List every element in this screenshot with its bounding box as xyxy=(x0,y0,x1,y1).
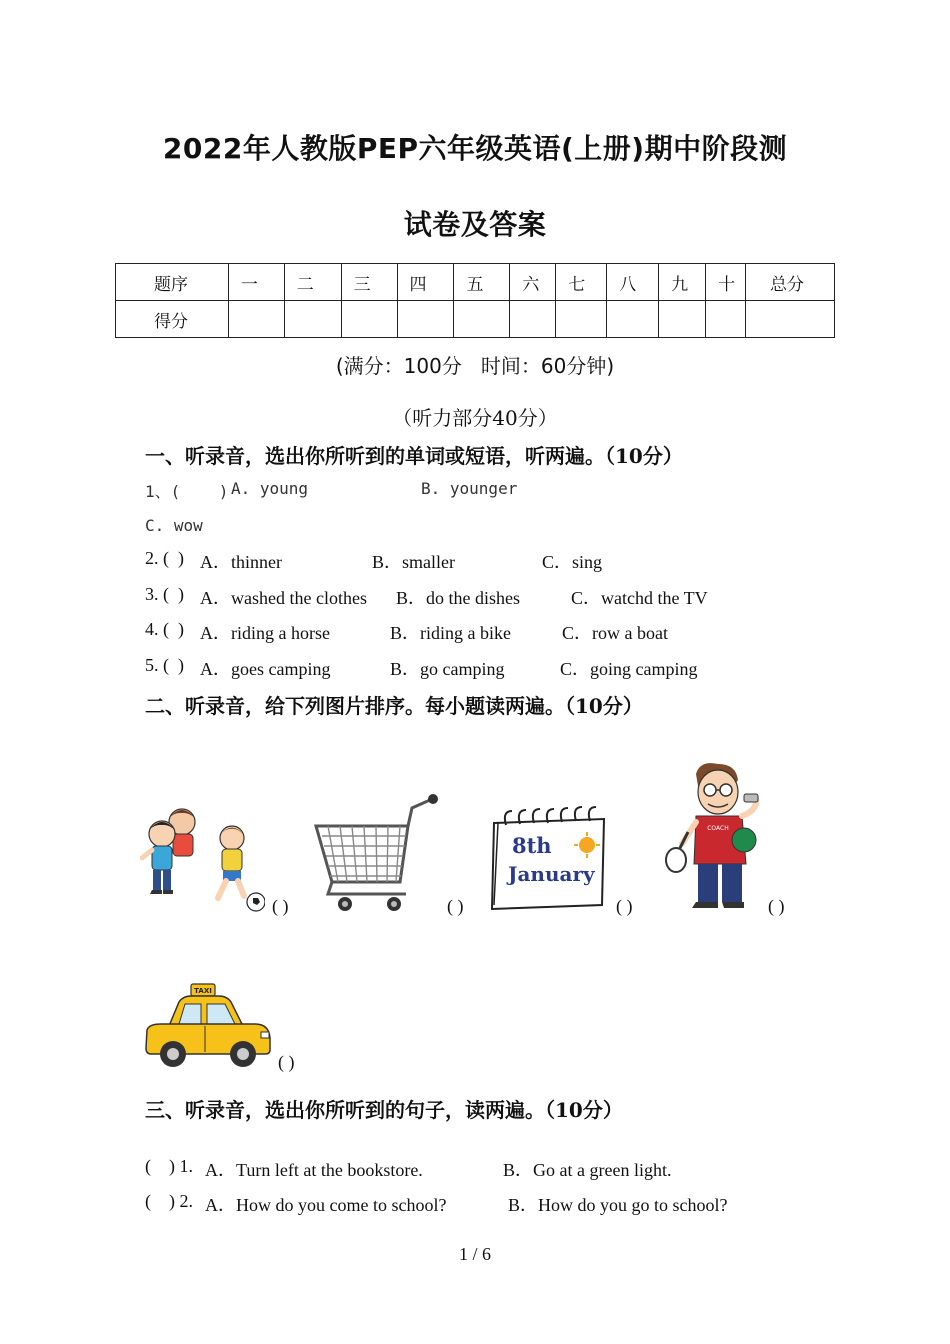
kids-playing-football-picture xyxy=(140,800,265,915)
q4-option-b[interactable]: B．riding a bike xyxy=(390,623,511,643)
q3-option-a[interactable]: A．washed the clothes xyxy=(200,588,367,608)
score-entry-cell[interactable] xyxy=(341,301,397,338)
taxi-picture xyxy=(143,982,273,1070)
table-cell: 二 xyxy=(284,264,341,301)
picture1-answer-blank[interactable]: ( ) xyxy=(272,896,289,916)
table-cell: 六 xyxy=(510,264,556,301)
score-entry-cell[interactable] xyxy=(228,301,284,338)
table-cell: 题序 xyxy=(116,264,229,301)
q1-option-b[interactable]: B. younger xyxy=(421,479,518,498)
s3-q2-option-a[interactable]: A．How do you come to school? xyxy=(205,1195,447,1215)
q2-option-b[interactable]: B．smaller xyxy=(372,552,455,572)
picture3-answer-blank[interactable]: ( ) xyxy=(616,896,633,916)
score-entry-cell[interactable] xyxy=(454,301,510,338)
q5-option-b[interactable]: B．go camping xyxy=(390,659,505,679)
q1-number: 1、( ) xyxy=(145,482,229,501)
picture2-answer-blank[interactable]: ( ) xyxy=(447,896,464,916)
shopping-cart-picture xyxy=(312,790,444,915)
q3-number: 3. ( ) xyxy=(145,584,184,604)
table-cell: 七 xyxy=(556,264,607,301)
table-cell: 一 xyxy=(228,264,284,301)
listening-section-header: （听力部分40分） xyxy=(392,406,558,430)
s3-q1-option-b[interactable]: B．Go at a green light. xyxy=(503,1160,672,1180)
s3-q1-number: ( ) 1. xyxy=(145,1156,193,1176)
calendar-day-text: 8th xyxy=(512,833,552,858)
calendar-picture xyxy=(488,805,610,913)
score-entry-cell[interactable] xyxy=(706,301,746,338)
q1-option-a[interactable]: A. young xyxy=(231,479,309,498)
q3-option-c[interactable]: C．watchd the TV xyxy=(571,588,708,608)
score-entry-cell[interactable] xyxy=(510,301,556,338)
score-entry-cell[interactable] xyxy=(397,301,454,338)
q4-number: 4. ( ) xyxy=(145,619,184,639)
calendar-month-text: January xyxy=(508,862,595,886)
q2-option-a[interactable]: A．thinner xyxy=(200,552,282,572)
s3-q1-option-a[interactable]: A．Turn left at the bookstore. xyxy=(205,1160,423,1180)
page-title-line2: 试卷及答案 xyxy=(403,208,547,241)
q1-option-c[interactable]: C. wow xyxy=(145,516,203,535)
page-number: 1 / 6 xyxy=(458,1244,491,1264)
score-entry-cell[interactable] xyxy=(607,301,659,338)
table-cell: 得分 xyxy=(116,301,229,338)
q2-option-c[interactable]: C．sing xyxy=(542,552,603,572)
section1-heading: 一、听录音，选出你所听到的单词或短语，听两遍。（10分） xyxy=(145,444,683,468)
table-cell: 三 xyxy=(341,264,397,301)
page-title-line1: 2022年人教版PEP六年级英语(上册)期中阶段测 xyxy=(162,132,788,165)
q4-option-a[interactable]: A．riding a horse xyxy=(200,623,330,643)
score-entry-cell[interactable] xyxy=(746,301,835,338)
taxi-sign-text: TAXI xyxy=(194,987,212,995)
score-entry-cell[interactable] xyxy=(659,301,706,338)
score-time-info: (满分：100分 时间：60分钟) xyxy=(335,354,615,378)
table-cell: 五 xyxy=(454,264,510,301)
s3-q2-number: ( ) 2. xyxy=(145,1191,193,1211)
q2-number: 2. ( ) xyxy=(145,548,184,568)
q5-number: 5. ( ) xyxy=(145,655,184,675)
score-table-header-row xyxy=(116,264,835,301)
score-table xyxy=(115,263,835,338)
score-table-score-row xyxy=(116,301,835,338)
coach-picture xyxy=(660,760,770,915)
table-cell: 四 xyxy=(397,264,454,301)
q5-option-a[interactable]: A．goes camping xyxy=(200,659,331,679)
section2-heading: 二、听录音，给下列图片排序。每小题读两遍。（10分） xyxy=(145,694,643,718)
picture5-answer-blank[interactable]: ( ) xyxy=(278,1052,295,1072)
q4-option-c[interactable]: C．row a boat xyxy=(562,623,668,643)
picture4-answer-blank[interactable]: ( ) xyxy=(768,896,785,916)
table-cell: 八 xyxy=(607,264,659,301)
score-entry-cell[interactable] xyxy=(556,301,607,338)
table-cell: 总分 xyxy=(746,264,835,301)
q3-option-b[interactable]: B．do the dishes xyxy=(396,588,520,608)
score-entry-cell[interactable] xyxy=(284,301,341,338)
q5-option-c[interactable]: C．going camping xyxy=(560,659,698,679)
table-cell: 十 xyxy=(706,264,746,301)
table-cell: 九 xyxy=(659,264,706,301)
section3-heading: 三、听录音，选出你所听到的句子，读两遍。（10分） xyxy=(145,1098,623,1122)
s3-q2-option-b[interactable]: B．How do you go to school? xyxy=(508,1195,728,1215)
coach-shirt-text: COACH xyxy=(707,825,729,832)
